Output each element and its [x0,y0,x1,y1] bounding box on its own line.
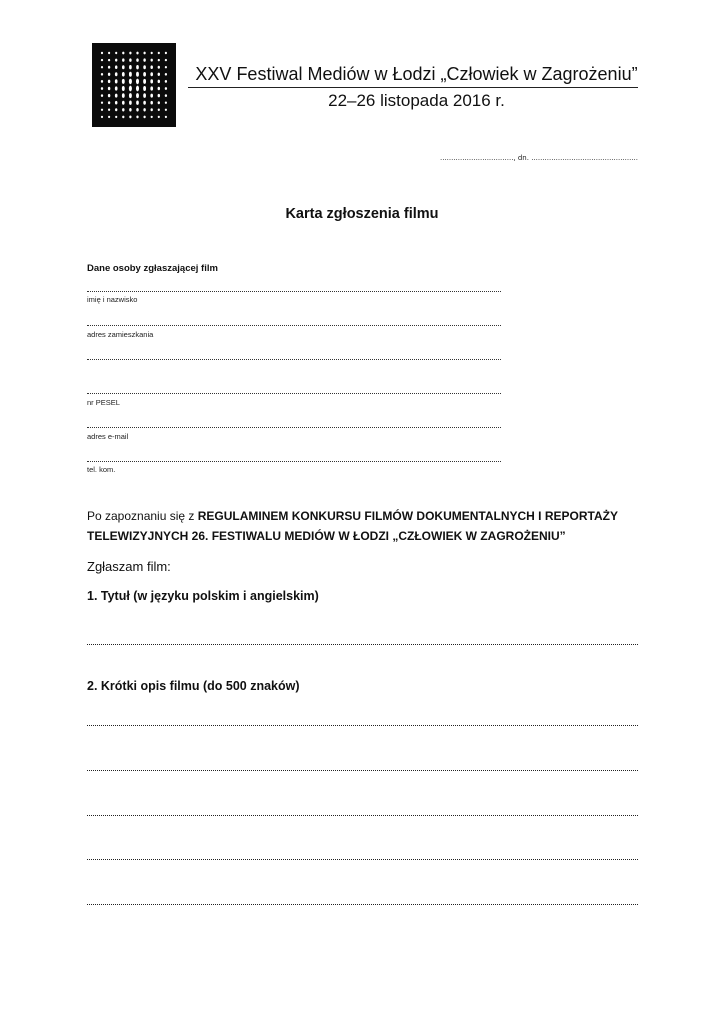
logo-dot [158,52,160,54]
logo-dot [122,72,125,77]
logo-dot [108,52,110,54]
logo-dot [158,116,160,118]
logo-dot [108,87,111,91]
logo-dot [136,93,139,98]
field-line-address-2[interactable] [87,359,501,360]
logo-dot [115,79,118,83]
question-title: 1. Tytuł (w języku polskim i angielskim) [87,589,319,603]
field-caption-pesel: nr PESEL [87,398,120,407]
logo-dot [122,52,124,55]
logo-dot [165,52,167,54]
logo-dot [122,116,124,119]
answer-line-description-5[interactable] [87,904,638,905]
logo-dot [108,109,110,111]
logo-dot [129,115,131,118]
logo-dot [165,87,167,90]
declaration-regulation: REGULAMINEM KONKURSU FILMÓW DOKUMENTALNYCH I REPORTAŻY TELEWIZYJNYCH 26. FESTIWALU MEDIÓW W ŁODZI „CZŁOWIEK W ZAGROŻENIU” [87,509,618,543]
festival-dates: 22–26 listopada 2016 r. [328,91,505,110]
logo-dot [101,102,103,104]
logo-dot [150,101,153,105]
logo-dot [165,109,167,111]
logo-dot [158,59,160,61]
logo-dot [165,116,167,118]
logo-dot [143,72,146,77]
field-caption-email: adres e-mail [87,432,129,441]
logo-dot [108,73,110,76]
logo-dot [108,94,110,97]
field-line-email[interactable] [87,427,501,428]
logo-dot [151,52,153,54]
field-line-address[interactable] [87,325,501,326]
logo-dot [115,101,118,105]
answer-line-description-4[interactable] [87,859,638,860]
logo-dot [101,52,103,54]
answer-line-description-2[interactable] [87,770,638,771]
answer-line-title[interactable] [87,644,638,645]
place-date-line[interactable]: ................................., dn. ................................................ [439,154,638,162]
logo-dot [143,86,146,91]
question-description: 2. Krótki opis filmu (do 500 znaków) [87,679,300,693]
logo-dot [122,58,124,61]
logo-dot [129,101,132,105]
logo-dot [129,52,131,55]
logo-dot [101,80,103,83]
form-title: Karta zgłoszenia filmu [285,206,439,222]
festival-title: XXV Festiwal Mediów w Łodzi „Człowiek w Zagrożeniu” [195,64,638,84]
logo-dot [165,102,167,104]
logo-dot [122,86,125,91]
field-line-name[interactable] [87,291,501,292]
logo-dot [165,66,167,68]
logo-dot [122,108,124,111]
logo-dot [115,65,118,69]
field-caption-name: imię i nazwisko [87,295,138,304]
logo-dot [115,86,118,90]
logo-dot [122,65,125,69]
logo-dot [136,79,139,85]
logo-dot [165,80,167,83]
logo-dot [136,72,139,77]
logo-dot [158,73,160,76]
logo-dot [101,116,103,118]
logo-dot [122,79,125,84]
logo-dot [158,94,160,97]
answer-line-description-1[interactable] [87,725,638,726]
logo-dot [150,72,153,76]
logo-dot [101,66,103,68]
logo-dot [115,52,117,54]
field-caption-phone: tel. kom. [87,465,116,474]
logo-dot [129,93,132,98]
logo-dot [115,108,117,111]
answer-line-description-3[interactable] [87,815,638,816]
logo-dot [129,79,132,85]
logo-dot [136,65,139,69]
field-caption-address: adres zamieszkania [87,330,154,339]
logo-dot [150,94,153,98]
logo-dot [101,59,103,61]
logo-dot [129,86,132,92]
logo-dot [143,58,145,61]
logo-dot [101,109,103,111]
logo-dot [101,73,103,76]
logo-dot [165,59,167,61]
logo-dot [108,101,110,104]
logo-dot [129,58,132,62]
logo-dot [108,59,110,61]
header-divider [188,87,638,88]
logo-dot [108,80,111,84]
logo-dot [129,65,132,69]
logo-dot [151,108,153,111]
field-line-pesel[interactable] [87,393,501,394]
declaration-paragraph [87,506,647,546]
submit-label: Zgłaszam film: [87,559,171,574]
logo-dot [136,115,138,118]
logo-dot [158,101,160,104]
logo-dot [136,108,139,112]
logo-dot [129,108,132,112]
section-label-submitter: Dane osoby zgłaszającej film [87,263,218,274]
logo-dot [150,86,153,90]
logo-dot [158,109,160,111]
logo-dot [115,72,118,76]
logo-dot [151,116,153,118]
logo-dot [101,94,103,97]
logo-dot [101,87,103,90]
field-line-phone[interactable] [87,461,501,462]
logo-dot [158,87,161,91]
logo-dot [158,66,160,69]
logo-dot [122,93,125,98]
logo-dot [136,101,139,105]
logo-dot [129,72,132,77]
logo-dot [143,79,146,84]
logo-dot [150,65,153,69]
logo-dot [115,59,117,62]
logo-dot [122,101,125,105]
logo-dot [165,73,167,76]
logo-dot [143,101,146,105]
logo-dot [115,94,118,98]
logo-dot [151,59,153,62]
logo-dot [108,116,110,118]
logo-dot [143,65,146,69]
logo-dot [136,86,139,92]
logo-dot [158,80,161,84]
logo-dot [143,93,146,98]
logo-dot [108,66,110,69]
logo-dot [136,58,139,62]
logo-dot [143,52,145,55]
logo-dot [143,116,145,119]
logo-dot [136,52,138,55]
festival-logo-mark [92,43,176,127]
logo-dot [150,79,153,83]
logo-dot [115,116,117,118]
logo-dot [143,108,145,111]
logo-dot [165,94,167,97]
festival-logo [92,43,176,127]
declaration-intro: Po zapoznaniu się z [87,509,198,523]
